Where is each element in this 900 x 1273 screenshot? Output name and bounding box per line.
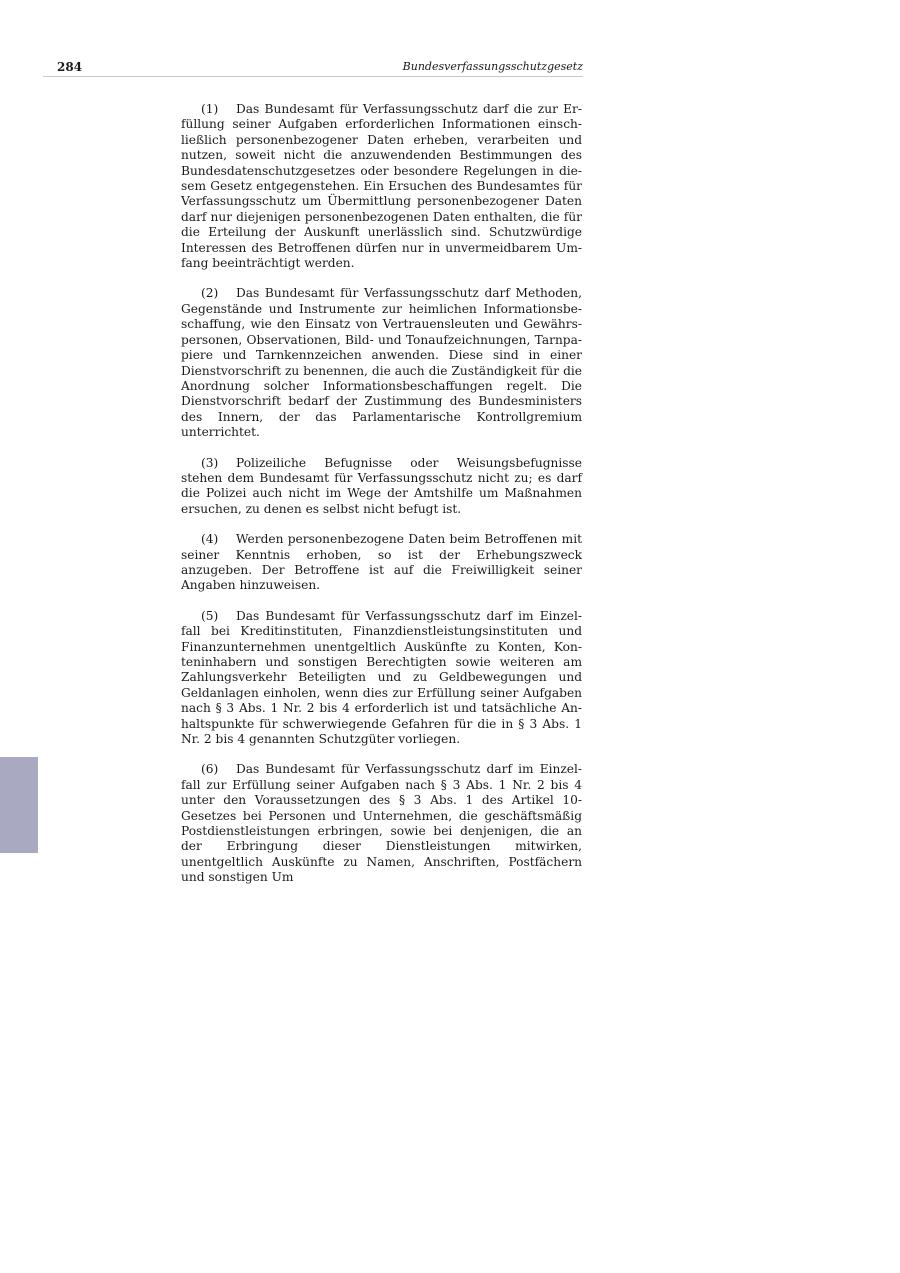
page-header [43, 60, 583, 77]
paragraph-number: (1) [201, 102, 219, 116]
paragraph-4 [181, 532, 582, 594]
paragraph-6 [181, 762, 582, 885]
paragraph-text: Das Bundesamt für Verfassungsschutz darf die zur Erfüllung seiner Aufgaben erforderlichen Informationen einschließlich personenbezogener Daten erheben, verarbeiten und nutzen, soweit nicht die anzuwendenden Bestimmungen des Bundesdatenschutzgesetzes oder besondere Regelungen in diesem Gesetz entgegenstehen. Ein Ersuchen des Bundesamtes für Verfassungsschutz um Übermittlung personenbezogener Daten darf nur diejenigen personenbezogenen Daten enthalten, die für die Erteilung der Auskunft unerlässlich sind. Schutzwürdige Interessen des Betroffenen dürfen nur in unvermeidbarem Umfang beeinträchtigt werden. [181, 102, 582, 271]
paragraph-number: (6) [201, 762, 219, 777]
paragraph-1 [181, 102, 582, 271]
page-number: 284 [57, 60, 83, 74]
paragraph-2 [181, 286, 582, 440]
paragraph-number: (2) [201, 286, 219, 301]
paragraph-text: Werden personenbezogene Daten beim Betroffenen mit seiner Kenntnis erhoben, so ist der Erhebungszweck anzugeben. Der Betroffene ist auf die Freiwilligkeit seiner Angaben hinzuweisen. [181, 532, 582, 593]
paragraph-text: Das Bundesamt für Verfassungsschutz darf Methoden, Gegenstände und Instrumente zur heimlichen Informationsbeschaffung, wie den Einsatz von Vertrauensleuten und Gewährspersonen, Observationen, Bild- und Tonaufzeichnungen, Tarnpapiere und Tarnkennzeichen anwenden. Diese sind in einer Dienstvorschrift zu benennen, die auch die Zuständigkeit für die Anordnung solcher Informationsbeschaffungen regelt. Die Dienstvorschrift bedarf der Zustimmung des Bundesministers des Innern, der das Parlamentarische Kontrollgremium unterrichtet. [181, 286, 582, 440]
paragraph-text: Das Bundesamt für Verfassungsschutz darf im Einzelfall bei Kreditinstituten, Finanzdienstleistungsinstituten und Finanzunternehmen unentgeltlich Auskünfte zu Konten, Konteninhabern und sonstigen Berechtigten sowie weiteren am Zahlungsverkehr Beteiligten und zu Geldbewegungen und Geldanlagen einholen, wenn dies zur Erfüllung seiner Aufgaben nach § 3 Abs. 1 Nr. 2 bis 4 erforderlich ist und tatsächliche Anhaltspunkte für schwerwiegende Gefahren für die in § 3 Abs. 1 Nr. 2 bis 4 genannten Schutzgüter vorliegen. [181, 608, 582, 747]
paragraph-number: (4) [201, 532, 219, 547]
paragraph-number: (3) [201, 455, 219, 470]
paragraph-text: Das Bundesamt für Verfassungsschutz darf im Einzelfall zur Erfüllung seiner Aufgaben nach § 3 Abs. 1 Nr. 2 bis 4 unter den Voraussetzungen des § 3 Abs. 1 des Artikel 10-Gesetzes bei Personen und Unternehmen, die geschäftsmäßig Postdienstleistungen erbringen, sowie bei denjenigen, die an der Erbringung dieser Dienstleistungen mitwirken, unentgeltlich Auskünfte zu Namen, Anschriften, Postfächern und sonstigen Um [181, 762, 582, 885]
paragraph-number: (5) [201, 608, 219, 623]
paragraph-3 [181, 456, 582, 518]
paragraph-5 [181, 609, 582, 748]
chapter-thumb-tab [0, 757, 38, 853]
running-title: Bundesverfassungsschutzgesetz [402, 60, 583, 73]
paragraph-text: Polizeiliche Befugnisse oder Weisungsbefugnisse stehen dem Bundesamt für Verfassungsschutz nicht zu; es darf die Polizei auch nicht im Wege der Amtshilfe um Maßnahmen ersuchen, zu denen es selbst nicht befugt ist. [181, 455, 582, 516]
document-body [181, 102, 582, 901]
